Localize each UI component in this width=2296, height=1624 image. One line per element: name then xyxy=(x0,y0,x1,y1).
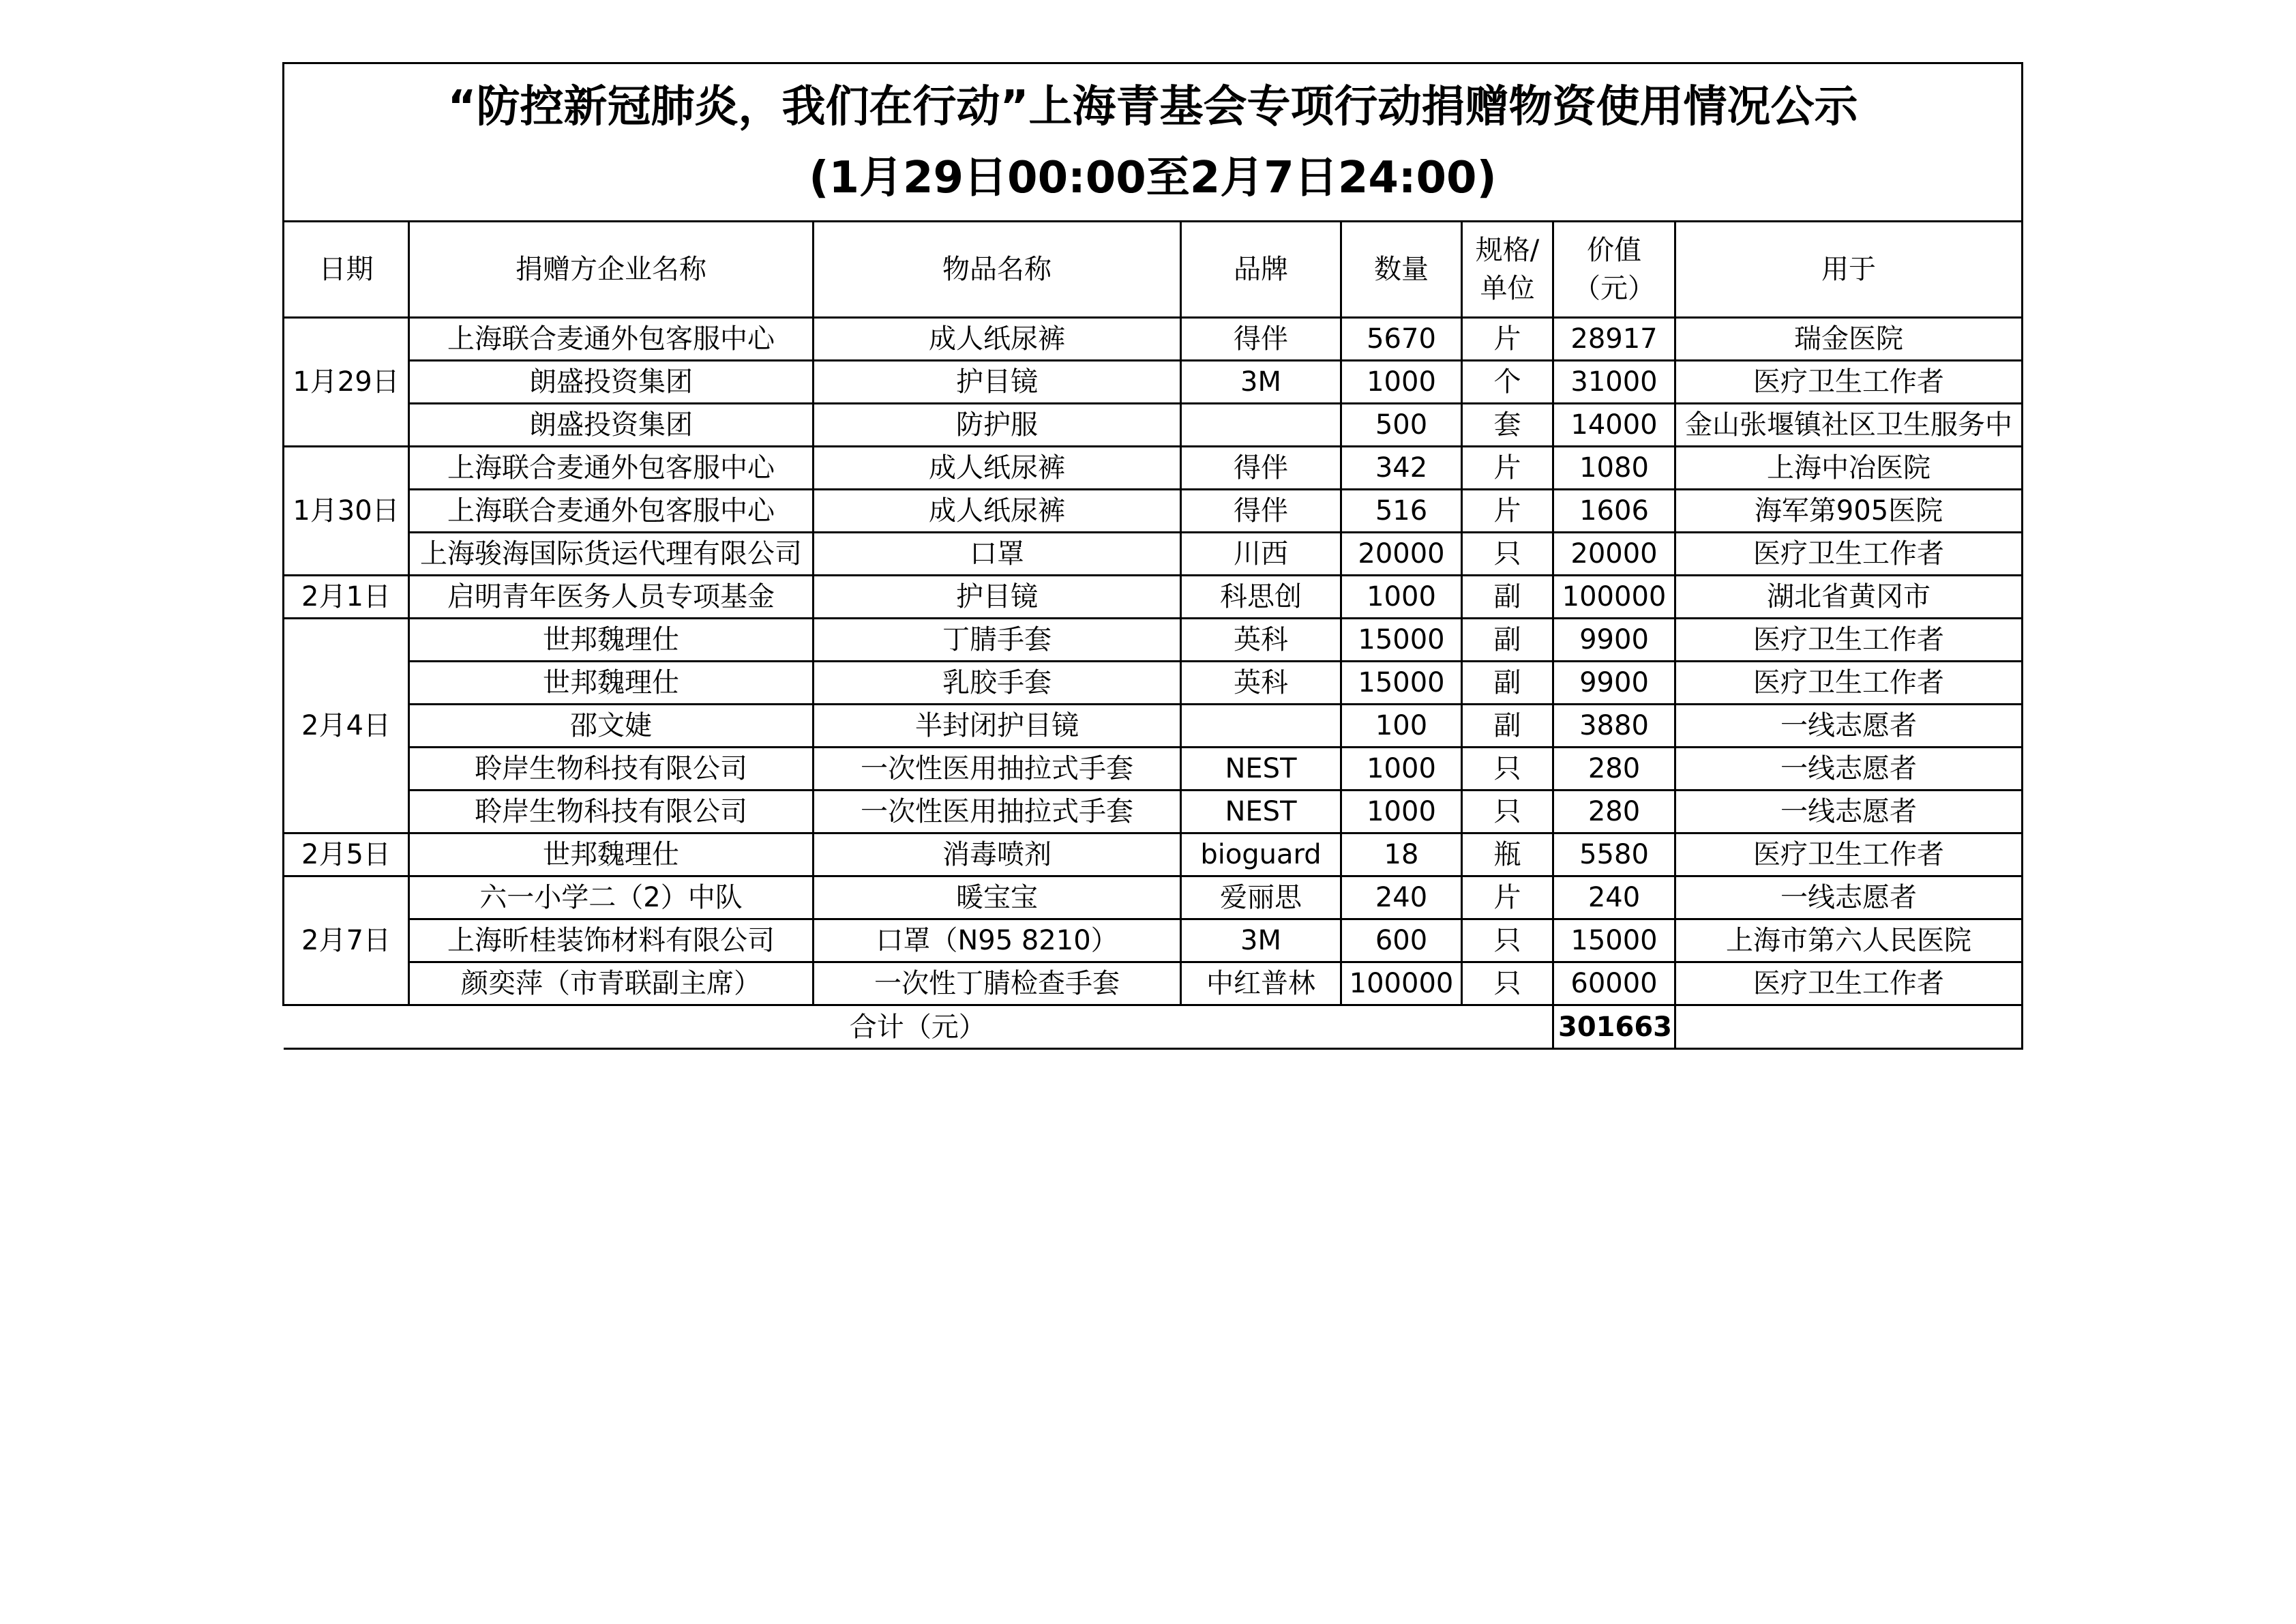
cell-unit: 片 xyxy=(1462,318,1553,361)
cell-value: 9900 xyxy=(1553,662,1675,705)
cell-item: 暖宝宝 xyxy=(814,876,1181,919)
cell-brand: NEST xyxy=(1181,791,1341,833)
header-quantity: 数量 xyxy=(1341,222,1462,318)
cell-brand: 中红普林 xyxy=(1181,962,1341,1005)
cell-date: 2月7日 xyxy=(284,876,409,1005)
cell-date: 2月4日 xyxy=(284,619,409,833)
cell-donor: 朗盛投资集团 xyxy=(409,361,814,404)
cell-item: 丁腈手套 xyxy=(814,619,1181,662)
table-row xyxy=(284,361,2023,404)
title-line-2: (1月29日00:00至2月7日24:00) xyxy=(809,152,1497,203)
cell-value: 14000 xyxy=(1553,404,1675,447)
cell-use: 医疗卫生工作者 xyxy=(1675,619,2023,662)
cell-item: 护目镜 xyxy=(814,576,1181,619)
cell-date: 1月30日 xyxy=(284,447,409,576)
cell-quantity: 100000 xyxy=(1341,962,1462,1005)
cell-unit: 个 xyxy=(1462,361,1553,404)
cell-quantity: 1000 xyxy=(1341,748,1462,791)
cell-brand: 3M xyxy=(1181,919,1341,962)
table-row xyxy=(284,791,2023,833)
cell-item: 一次性医用抽拉式手套 xyxy=(814,791,1181,833)
total-use xyxy=(1675,1005,2023,1049)
header-item: 物品名称 xyxy=(814,222,1181,318)
total-value: 301663 xyxy=(1553,1005,1675,1049)
cell-item: 一次性丁腈检查手套 xyxy=(814,962,1181,1005)
cell-donor: 上海昕桂装饰材料有限公司 xyxy=(409,919,814,962)
table-row xyxy=(284,318,2023,361)
table-row xyxy=(284,962,2023,1005)
cell-use: 一线志愿者 xyxy=(1675,748,2023,791)
cell-date: 1月29日 xyxy=(284,318,409,447)
cell-use: 一线志愿者 xyxy=(1675,705,2023,748)
cell-use: 一线志愿者 xyxy=(1675,876,2023,919)
cell-brand: 得伴 xyxy=(1181,490,1341,533)
cell-value: 5580 xyxy=(1553,833,1675,876)
cell-quantity: 500 xyxy=(1341,404,1462,447)
cell-use: 医疗卫生工作者 xyxy=(1675,662,2023,705)
cell-item: 成人纸尿裤 xyxy=(814,490,1181,533)
cell-brand: 英科 xyxy=(1181,662,1341,705)
cell-unit: 副 xyxy=(1462,662,1553,705)
cell-item: 消毒喷剂 xyxy=(814,833,1181,876)
table-row xyxy=(284,404,2023,447)
cell-quantity: 5670 xyxy=(1341,318,1462,361)
cell-use: 海军第905医院 xyxy=(1675,490,2023,533)
cell-brand: 英科 xyxy=(1181,619,1341,662)
cell-value: 280 xyxy=(1553,791,1675,833)
cell-item: 半封闭护目镜 xyxy=(814,705,1181,748)
cell-item: 成人纸尿裤 xyxy=(814,447,1181,490)
cell-value: 3880 xyxy=(1553,705,1675,748)
cell-quantity: 1000 xyxy=(1341,361,1462,404)
cell-brand: 得伴 xyxy=(1181,447,1341,490)
cell-quantity: 1000 xyxy=(1341,791,1462,833)
cell-item: 护目镜 xyxy=(814,361,1181,404)
table-row xyxy=(284,748,2023,791)
table-row xyxy=(284,533,2023,576)
cell-value: 100000 xyxy=(1553,576,1675,619)
cell-use: 一线志愿者 xyxy=(1675,791,2023,833)
cell-value: 240 xyxy=(1553,876,1675,919)
header-value: 价值（元） xyxy=(1553,222,1675,318)
cell-use: 金山张堰镇社区卫生服务中 xyxy=(1675,404,2023,447)
cell-quantity: 18 xyxy=(1341,833,1462,876)
cell-unit: 片 xyxy=(1462,490,1553,533)
cell-brand: NEST xyxy=(1181,748,1341,791)
cell-quantity: 240 xyxy=(1341,876,1462,919)
cell-donor: 上海联合麦通外包客服中心 xyxy=(409,318,814,361)
cell-item: 成人纸尿裤 xyxy=(814,318,1181,361)
cell-use: 医疗卫生工作者 xyxy=(1675,962,2023,1005)
cell-donor: 六一小学二（2）中队 xyxy=(409,876,814,919)
total-row xyxy=(284,1005,2023,1049)
cell-donor: 启明青年医务人员专项基金 xyxy=(409,576,814,619)
cell-quantity: 516 xyxy=(1341,490,1462,533)
cell-use: 湖北省黄冈市 xyxy=(1675,576,2023,619)
cell-quantity: 20000 xyxy=(1341,533,1462,576)
cell-item: 乳胶手套 xyxy=(814,662,1181,705)
table-row xyxy=(284,490,2023,533)
table-row xyxy=(284,833,2023,876)
cell-quantity: 342 xyxy=(1341,447,1462,490)
cell-unit: 只 xyxy=(1462,919,1553,962)
cell-unit: 只 xyxy=(1462,533,1553,576)
cell-donor: 世邦魏理仕 xyxy=(409,619,814,662)
cell-brand: 川西 xyxy=(1181,533,1341,576)
cell-item: 防护服 xyxy=(814,404,1181,447)
cell-item: 口罩（N95 8210） xyxy=(814,919,1181,962)
cell-use: 医疗卫生工作者 xyxy=(1675,533,2023,576)
cell-date: 2月1日 xyxy=(284,576,409,619)
cell-use: 上海市第六人民医院 xyxy=(1675,919,2023,962)
cell-donor: 世邦魏理仕 xyxy=(409,662,814,705)
table-row xyxy=(284,705,2023,748)
cell-value: 31000 xyxy=(1553,361,1675,404)
cell-quantity: 600 xyxy=(1341,919,1462,962)
table-row xyxy=(284,447,2023,490)
cell-donor: 聆岸生物科技有限公司 xyxy=(409,748,814,791)
cell-donor: 上海联合麦通外包客服中心 xyxy=(409,447,814,490)
title-line-1: “防控新冠肺炎，我们在行动”上海青基会专项行动捐赠物资使用情况公示 xyxy=(447,81,1858,132)
cell-value: 9900 xyxy=(1553,619,1675,662)
cell-value: 28917 xyxy=(1553,318,1675,361)
cell-donor: 朗盛投资集团 xyxy=(409,404,814,447)
table-body xyxy=(284,318,2023,1005)
cell-unit: 片 xyxy=(1462,447,1553,490)
cell-use: 上海中冶医院 xyxy=(1675,447,2023,490)
cell-use: 医疗卫生工作者 xyxy=(1675,833,2023,876)
cell-brand xyxy=(1181,404,1341,447)
cell-use: 瑞金医院 xyxy=(1675,318,2023,361)
header-unit: 规格/单位 xyxy=(1462,222,1553,318)
cell-quantity: 100 xyxy=(1341,705,1462,748)
cell-unit: 只 xyxy=(1462,962,1553,1005)
cell-value: 1606 xyxy=(1553,490,1675,533)
table-row xyxy=(284,576,2023,619)
cell-unit: 只 xyxy=(1462,748,1553,791)
cell-donor: 颜奕萍（市青联副主席） xyxy=(409,962,814,1005)
cell-brand: bioguard xyxy=(1181,833,1341,876)
cell-value: 60000 xyxy=(1553,962,1675,1005)
donation-table xyxy=(282,62,2023,1050)
cell-brand xyxy=(1181,705,1341,748)
header-row xyxy=(284,222,2023,318)
cell-unit: 副 xyxy=(1462,619,1553,662)
cell-donor: 聆岸生物科技有限公司 xyxy=(409,791,814,833)
header-use: 用于 xyxy=(1675,222,2023,318)
cell-value: 20000 xyxy=(1553,533,1675,576)
cell-unit: 副 xyxy=(1462,576,1553,619)
table-row xyxy=(284,876,2023,919)
cell-brand: 得伴 xyxy=(1181,318,1341,361)
header-date: 日期 xyxy=(284,222,409,318)
cell-item: 口罩 xyxy=(814,533,1181,576)
table-title xyxy=(284,63,2023,222)
table-row xyxy=(284,619,2023,662)
table-row xyxy=(284,662,2023,705)
cell-donor: 上海联合麦通外包客服中心 xyxy=(409,490,814,533)
cell-unit: 副 xyxy=(1462,705,1553,748)
cell-brand: 科思创 xyxy=(1181,576,1341,619)
cell-quantity: 15000 xyxy=(1341,619,1462,662)
header-brand: 品牌 xyxy=(1181,222,1341,318)
cell-donor: 上海骏海国际货运代理有限公司 xyxy=(409,533,814,576)
total-label: 合计（元） xyxy=(284,1005,1553,1049)
cell-date: 2月5日 xyxy=(284,833,409,876)
cell-use: 医疗卫生工作者 xyxy=(1675,361,2023,404)
cell-value: 280 xyxy=(1553,748,1675,791)
cell-quantity: 15000 xyxy=(1341,662,1462,705)
cell-unit: 片 xyxy=(1462,876,1553,919)
cell-brand: 爱丽思 xyxy=(1181,876,1341,919)
cell-quantity: 1000 xyxy=(1341,576,1462,619)
cell-unit: 套 xyxy=(1462,404,1553,447)
cell-donor: 邵文婕 xyxy=(409,705,814,748)
cell-item: 一次性医用抽拉式手套 xyxy=(814,748,1181,791)
header-donor: 捐赠方企业名称 xyxy=(409,222,814,318)
table-row xyxy=(284,919,2023,962)
cell-donor: 世邦魏理仕 xyxy=(409,833,814,876)
title-row xyxy=(284,63,2023,222)
cell-value: 15000 xyxy=(1553,919,1675,962)
cell-unit: 瓶 xyxy=(1462,833,1553,876)
cell-unit: 只 xyxy=(1462,791,1553,833)
cell-brand: 3M xyxy=(1181,361,1341,404)
cell-value: 1080 xyxy=(1553,447,1675,490)
